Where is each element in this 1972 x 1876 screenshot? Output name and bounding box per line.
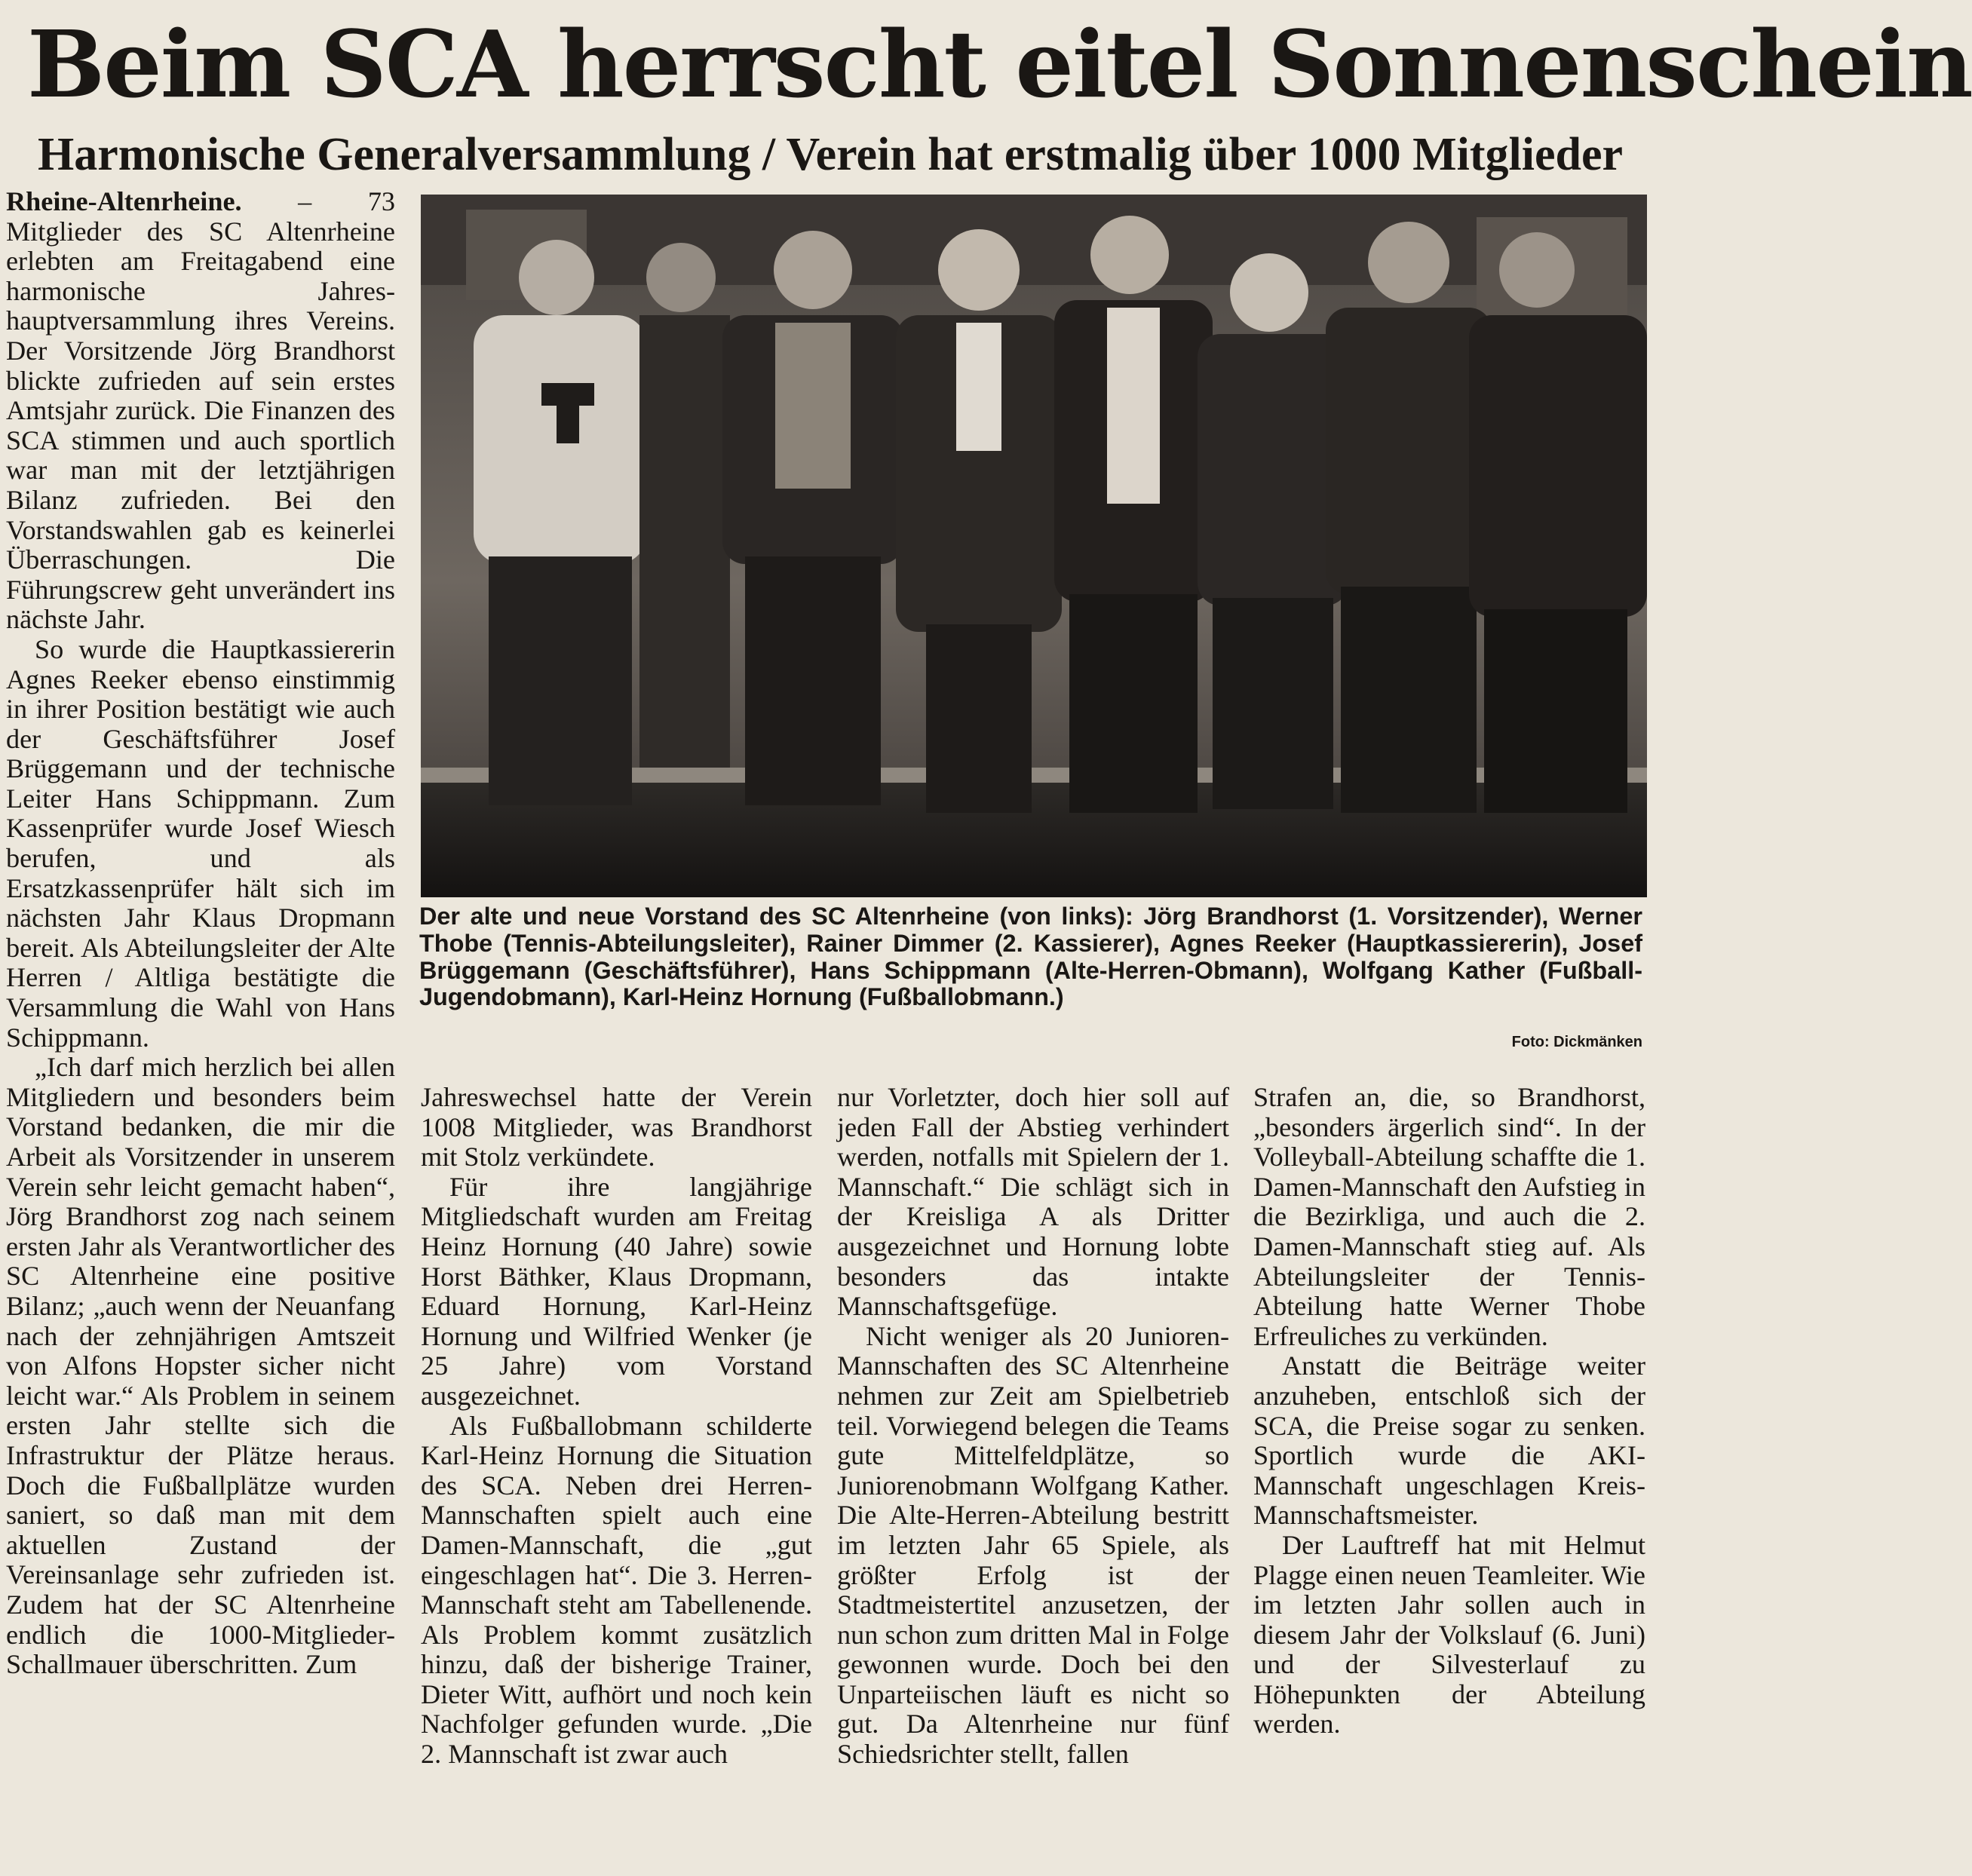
article-column-1: [6, 187, 395, 1680]
headline: Beim SCA herrscht eitel Sonnenschein: [27, 10, 1972, 118]
paragraph-text: – 73 Mitglieder des SC Altenrheine erlebten am Freitagabend eine harmonische Jahreshauptversammlung ihres Vereins. Der Vorsitzende Jörg Brandhorst blickte zufrieden auf sein erstes Amtsjahr zurück. Die Finanzen des SCA stimmen und auch sportlich war man mit der letztjährigen Bilanz zufrieden. Bei den Vorstandswahlen gab es keinerlei Überraschungen. Die Führungscrew geht unverändert ins nächste Jahr.: [6, 186, 396, 635]
article-paragraph: Für ihre langjährige Mitgliedschaft wurden am Freitag Heinz Hornung (40 Jahre) sowie Horst Bäthker, Klaus Dropmann, Eduard Hornung, Karl-Heinz Hornung und Wilfried Wenker (je 25 Jahre) vom Vorstand ausgezeichnet.: [421, 1171, 812, 1411]
article-paragraph: Als Fußballobmann schilderte Karl-Heinz Hornung die Situation des SCA. Neben drei Herren-Mannschaften spielt auch eine Damen-Mannschaft, die „gut eingeschlagen hat“. Die 3. Herren-Mannschaft steht am Tabellenende. Als Problem kommt zusätzlich hinzu, daß der bisherige Trainer, Dieter Witt, aufhört und noch kein Nachfolger gefunden wurde. „Die 2. Mannschaft ist zwar auch: [421, 1410, 812, 1770]
article-paragraph: Strafen an, die, so Brandhorst, „besonders ärgerlich sind“. In der Volleyball-Abteilung schaffte die 1. Damen-Mannschaft den Aufstieg in die Bezirkliga, und auch die 2. Damen-Mannschaft stieg auf. Als Abteilungsleiter der Tennis-Abteilung hatte Werner Thobe Erfreuliches zu verkünden.: [1253, 1082, 1645, 1351]
subheadline: Harmonische Generalversammlung / Verein hat erstmalig über 1000 Mitglieder: [38, 129, 1624, 180]
article-paragraph: Nicht weniger als 20 Junioren-Mannschaften des SC Altenrheine nehmen zur Zeit am Spielbetrieb teil. Vorwiegend belegen die Teams gute Mittelfeldplätze, so Juniorenobmann Wolfgang Kather. Die Alte-Herren-Abteilung bestritt im letzten Jahr 65 Spiele, als größter Erfolg ist der Stadtmeistertitel anzusetzen, der nun schon zum dritten Mal in Folge gewonnen wurde. Doch bei den Unparteiischen läuft es nicht so gut. Da Altenrheine nur fünf Schiedsrichter stellt, fallen: [837, 1320, 1229, 1770]
article-paragraph: Anstatt die Beiträge weiter anzuheben, entschloß sich der SCA, die Preise sogar zu senken. Sportlich wurde die AKI-Mannschaft ungeschlagen Kreis-Mannschaftsmeister.: [1253, 1350, 1645, 1531]
article-column-2: [421, 1083, 812, 1770]
group-photo: [421, 195, 1647, 897]
article-paragraph: Jahreswechsel hatte der Verein 1008 Mitglieder, was Brandhorst mit Stolz verkündete.: [421, 1082, 812, 1172]
article-paragraph: [6, 187, 395, 635]
article-paragraph: So wurde die Hauptkassiererin Agnes Reeker ebenso einstimmig in ihrer Position bestätigt wie auch der Geschäftsführer Josef Brüggemann und der technische Leiter Hans Schippmann. Zum Kassenprüfer wurde Josef Wiesch berufen, und als Ersatzkassenprüfer hält sich im nächsten Jahr Klaus Dropmann bereit. Als Abteilungsleiter der Alte Herren / Altliga bestätigte die Versammlung die Wahl von Hans Schippmann.: [6, 633, 395, 1053]
dateline: Rheine-Altenrheine.: [6, 186, 242, 216]
group-photo-image: [421, 195, 1647, 897]
photo-credit: Foto: Dickmänken: [1511, 1034, 1642, 1050]
article-paragraph: nur Vorletzter, doch hier soll auf jeden Fall der Abstieg verhindert werden, notfalls mit Spielern der 1. Mannschaft.“ Die schlägt sich in der Kreisliga A als Dritter ausgezeichnet und Hornung lobte besonders das intakte Mannschaftsgefüge.: [837, 1082, 1229, 1322]
article-paragraph: Der Lauftreff hat mit Helmut Plagge einen neuen Teamleiter. Wie im letzten Jahr sollen auch in diesem Jahr der Volkslauf (6. Juni) und der Silvesterlauf zu Höhepunkten der Abteilung werden.: [1253, 1529, 1645, 1740]
article-column-3: [837, 1083, 1229, 1770]
article-column-4: [1253, 1083, 1645, 1740]
photo-caption: Der alte und neue Vorstand des SC Altenrheine (von links): Jörg Brandhorst (1. Vorsitzender), Werner Thobe (Tennis-Abteilungsleiter), Rainer Dimmer (2. Kassierer), Agnes Reeker (Hauptkassiererin), Josef Brüggemann (Geschäftsführer), Hans Schippmann (Alte-Herren-Obmann), Wolfgang Kather (Fußball-Jugendobmann), Karl-Heinz Hornung (Fußballobmann.): [419, 903, 1642, 1011]
article-paragraph: „Ich darf mich herzlich bei allen Mitgliedern und besonders beim Vorstand bedanken, die mir die Arbeit als Vorsitzender in unserem Verein sehr leicht gemacht haben“, Jörg Brandhorst zog nach seinem ersten Jahr als Verantwortlicher des SC Altenrheine eine positive Bilanz; „auch wenn der Neuanfang nach der zehnjährigen Amtszeit von Alfons Hopster sicher nicht leicht war.“ Als Problem in seinem ersten Jahr stellte sich die Infrastruktur der Plätze heraus. Doch die Fußballplätze wurden saniert, so daß man mit dem aktuellen Zustand der Vereinsanlage sehr zufrieden ist. Zudem hat der SC Altenrheine endlich die 1000-Mitglieder-Schallmauer überschritten. Zum: [6, 1052, 395, 1680]
